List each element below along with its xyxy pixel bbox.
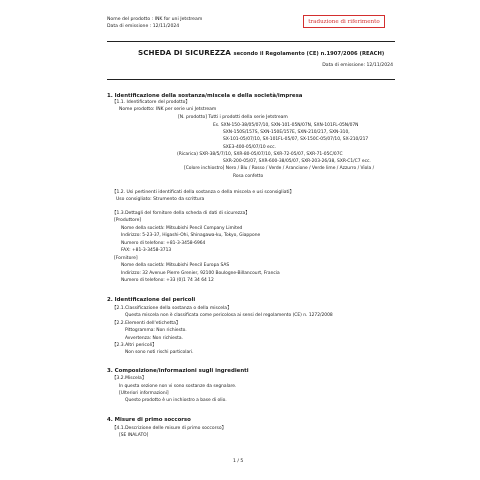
document-title-regulation: secondo il Regolamento (CE) n.1907/2006 (REACH) xyxy=(233,51,385,57)
producer-line: Indirizzo: 5-23-37, Higashi-Ohi, Shinagawa-ku, Tokyo, Giappone xyxy=(121,233,261,238)
s32-line: [Ulteriori informazioni] xyxy=(119,391,169,396)
header-rule xyxy=(107,41,395,42)
s11-product-number: [N. prodotto] Tutti i prodotti della serie Jetstream xyxy=(178,115,288,120)
s12-recommended-use: Uso consigliato: Strumento da scrittura xyxy=(116,197,205,202)
s13-heading: 【1.3.Dettagli del fornitore della scheda di dati di sicurezza】 xyxy=(112,211,250,216)
s11-refill-line: (Ricarica) SXR-38/5/7/10, SXR-80-05/07/10, SXR-72-05/07, SXR-71-05C/07C xyxy=(177,152,343,157)
section-4-title: 4. Misure di primo soccorso xyxy=(107,417,191,423)
s11-ink-color: Rosa confetto xyxy=(233,174,264,179)
supplier-line: Numero di telefono: +33 (0)1 74 34 64 12 xyxy=(121,278,214,283)
s11-ink-color: [Colore inchiostro] Nero / Blu / Rosso / Verde / Arancione / Verde lime / Azzurro / Viola / xyxy=(184,166,375,171)
s41-if-inhaled: [SE INALATO] xyxy=(119,433,149,438)
section-3-title: 3. Composizione/informazioni sugli ingredienti xyxy=(107,368,249,374)
supplier-line: Nome della società: Mitsubishi Pencil Europa SAS xyxy=(121,263,230,268)
s32-line: Questo prodotto è un inchiostro a base di olio. xyxy=(125,398,227,403)
page-number: 1 / 5 xyxy=(233,459,244,464)
document-title-main: SCHEDA DI SICUREZZA xyxy=(138,48,231,57)
section-1-title: 1. Identificazione della sostanza/miscela e della società/impresa xyxy=(107,93,303,99)
s23-heading: 【2.3.Altri pericoli】 xyxy=(112,343,157,348)
supplier-label: [Fornitore] xyxy=(114,256,138,261)
document-title xyxy=(138,48,384,57)
s11-product-name: Nome prodotto: INK per serie uni Jetstream xyxy=(119,107,217,112)
s11-refill-line: SXR-200-05/07, SXR-600-38/05/07, SXR-203-26/38, SXR-C1/C7 ecc. xyxy=(223,159,371,164)
s11-product-line: SXE3-400-05/07/10 ecc. xyxy=(223,145,276,150)
issue-date-right: Data di emissione: 12/11/2024 xyxy=(322,63,393,68)
s41-heading: 【4.1.Descrizione delle misure di primo soccorso】 xyxy=(112,426,227,431)
s21-classification: Questa miscela non è classificata come pericolosa ai sensi del regolamento (CE) n. 1272/2008 xyxy=(125,313,333,318)
producer-line: Nome della società: Mitsubishi Pencil Company Limited xyxy=(121,226,243,231)
product-name-header: Nome del prodotto : INK for uni Jetstream xyxy=(107,17,203,22)
s22-heading: 【2.2.Elementi dell'etichetta】 xyxy=(112,321,181,326)
s11-product-line: SXN-150S/157S, SXN-150E/157E, SXN-210/217, SXN-310, xyxy=(223,130,350,135)
producer-label: [Produttore] xyxy=(114,218,142,223)
s21-heading: 【2.1.Classificazione della sostanza o della miscela】 xyxy=(112,306,232,311)
s22-signal-word: Avvertenza: Non richiesta. xyxy=(125,336,183,341)
s11-product-line: SX-101-05/07/10, SX-101FL-05/07, SX-150C-05/07/10, SX-210/217 xyxy=(223,137,369,142)
reference-translation-stamp: traduzione di riferimento xyxy=(303,15,385,28)
supplier-line: Indirizzo: 32 Avenue Pierre Grenier, 92100 Boulogne-Billancourt, Francia xyxy=(121,271,280,276)
issue-date-header: Data di emissione : 12/11/2024 xyxy=(107,24,180,29)
s22-pictogram: Pittogramma: Non richiesto. xyxy=(125,328,187,333)
s12-heading: 【1.2. Usi pertinenti identificati della sostanza o della miscela e usi sconsigliati】 xyxy=(112,190,295,195)
s32-line: In questa sezione non vi sono sostanze da segnalare. xyxy=(119,384,237,389)
producer-line: FAX: +81-3-3458-3713 xyxy=(121,248,172,253)
s32-heading: 【3.2.Miscela】 xyxy=(112,376,147,381)
title-rule xyxy=(107,79,395,80)
producer-line: Numero di telefono: +81-3-3458-6964 xyxy=(121,241,206,246)
s23-other-hazards: Non sono noti rischi particolari. xyxy=(125,350,194,355)
section-2-title: 2. Identificazione dei pericoli xyxy=(107,297,196,303)
s11-heading: 【1.1. Identificatore del prodotto】 xyxy=(112,100,190,105)
s11-product-line: Es. SXN-150-38/05/07/10, SXN-101-05N/07N, SXN-101FL-05N/07N xyxy=(213,123,359,128)
